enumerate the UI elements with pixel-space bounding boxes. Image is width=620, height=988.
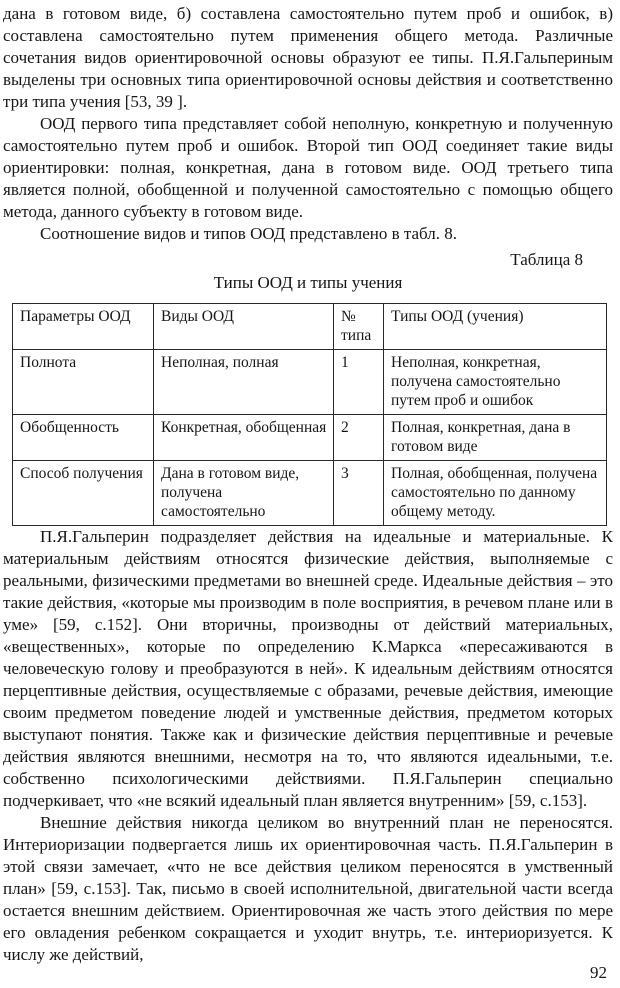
paragraph-ideal-material-actions: П.Я.Гальперин подразделяет действия на идеальные и материальные. К материальным действиям относятся физические действия, выполняемые с реальными, физическими предметами во внешней среде. Идеальные действия – это такие действия, «которые мы производим в поле восприятия, в речевом плане или в уме» [59, с.152]. Они вторичны, производны от действий материальных, «вещественных», которые по определению К.Маркса «пересаживаются в человеческую голову и преобразуются в ней». К идеальным действиям относятся перцептивные действия, осуществляемые с образами, речевые действия, имеющие своим предметом поведение людей и умственные действия, предметом которых выступают понятия. Также как и физические действия перцептивные и речевые действия являются внешними, несмотря на то, что являются идеальными, т.е. собственно психологическими действиями. П.Я.Гальперин специально подчеркивает, что «не всякий идеальный план является внутренним» [59, с.153].	[3, 527, 613, 810]
table-cell-type-description: Полная, обобщенная, получена самостоятельно по данному общему методу.	[384, 461, 607, 526]
table-cell-number: 3	[334, 461, 384, 526]
table-title: Типы ООД и типы учения	[213, 273, 403, 292]
table-row	[13, 350, 607, 415]
table-cell-number: 2	[334, 415, 384, 461]
paragraph-table-reference: Соотношение видов и типов ООД представлено в табл. 8.	[40, 224, 458, 243]
table-cell-type-description: Неполная, конкретная, получена самостоятельно путем проб и ошибок	[384, 350, 607, 415]
table-cell-parameter: Способ получения	[13, 461, 154, 526]
table-cell-parameter: Полнота	[13, 350, 154, 415]
table-header-kinds: Виды ООД	[154, 304, 334, 350]
table-header-parameters: Параметры ООД	[13, 304, 154, 350]
page-number: 92	[590, 963, 607, 982]
paragraph-interiorization: Внешние действия никогда целиком во внутренний план не переносятся. Интериоризации подвергается лишь их ориентировочная часть. П.Я.Гальперин в этой связи замечает, «что не все действия целиком переносятся в умственный план» [59, с.153]. Так, письмо в своей исполнительной, двигательной части всегда остается внешним действием. Ориентировочная же часть этого действия по мере его овладения ребенком сокращается и уходит внутрь, т.е. интериоризуется. К числу же действий,	[3, 813, 613, 964]
table-row	[13, 461, 607, 526]
table-cell-parameter: Обобщенность	[13, 415, 154, 461]
table-header-type-number: № типа	[334, 304, 384, 350]
ood-types-table	[12, 303, 607, 526]
table-cell-type-description: Полная, конкретная, дана в готовом виде	[384, 415, 607, 461]
table-header-types: Типы ООД (учения)	[384, 304, 607, 350]
table-cell-kinds: Конкретная, обобщенная	[154, 415, 334, 461]
table-header-row	[13, 304, 607, 350]
table-caption: Таблица 8	[510, 250, 583, 269]
paragraph-continuation: дана в готовом виде, б) составлена самостоятельно путем проб и ошибок, в) составлена самостоятельно путем применения общего метода. Различные сочетания видов ориентировочной основы образуют ее типы. П.Я.Гальпериным выделены три основных типа ориентировочной основы действия и соответственно три типа учения [53, 39 ].	[3, 4, 613, 111]
table-row	[13, 415, 607, 461]
paragraph-ood-types: ООД первого типа представляет собой неполную, конкретную и полученную самостоятельно путем проб и ошибок. Второй тип ООД соединяет такие виды ориентировки: полная, конкретная, дана в готовом виде. ООД третьего типа является полной, обобщенной и полученной самостоятельно с помощью общего метода, данного субъекту в готовом виде.	[3, 114, 613, 221]
table-cell-kinds: Дана в готовом виде, получена самостоятельно	[154, 461, 334, 526]
table-cell-number: 1	[334, 350, 384, 415]
table-cell-kinds: Неполная, полная	[154, 350, 334, 415]
